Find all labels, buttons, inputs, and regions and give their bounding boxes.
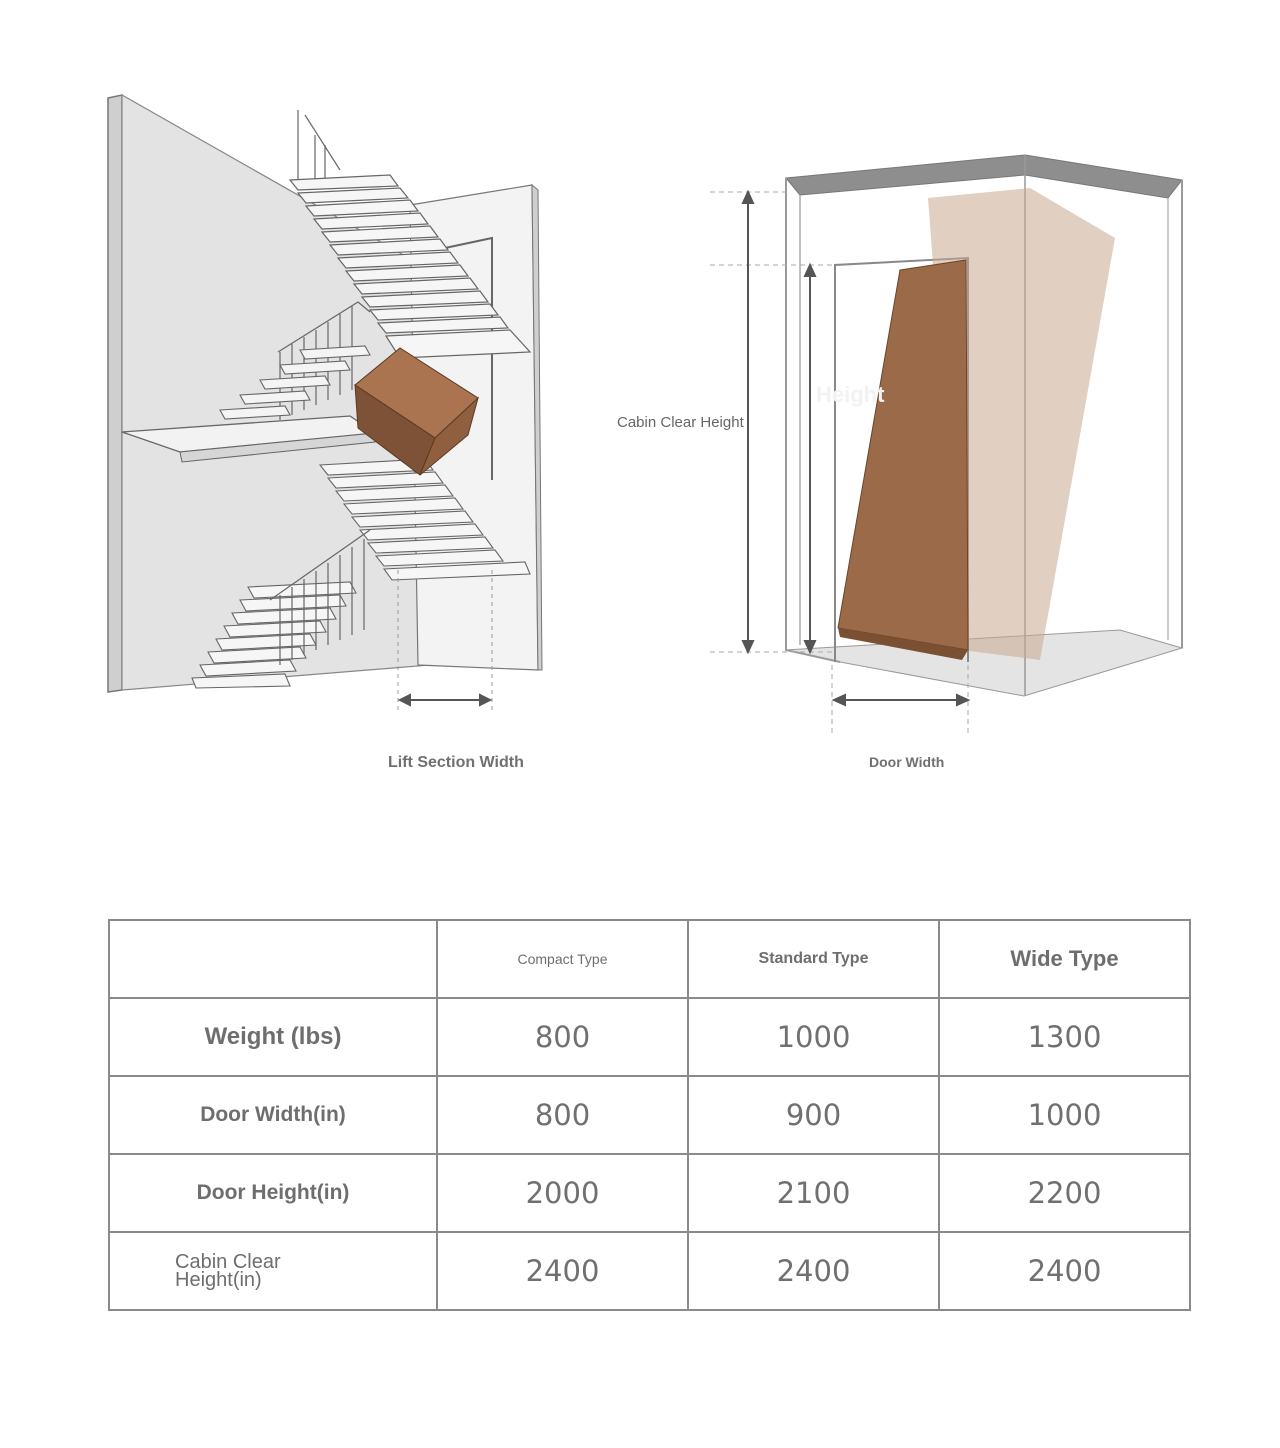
cell-value: 1000 bbox=[688, 998, 939, 1076]
door-width-arrow bbox=[834, 695, 968, 705]
cabin-diagram bbox=[700, 140, 1200, 750]
cell-value: 900 bbox=[688, 1076, 939, 1154]
cell-value: 2400 bbox=[688, 1232, 939, 1310]
header-compact-type: Compact Type bbox=[437, 920, 688, 998]
header-standard-type: Standard Type bbox=[688, 920, 939, 998]
row-label-text: Cabin Clear Height(in) bbox=[175, 1251, 281, 1291]
cabin-ceiling bbox=[786, 155, 1182, 198]
cell-value: 800 bbox=[437, 1076, 688, 1154]
cell-value: 2100 bbox=[688, 1154, 939, 1232]
cabin-height-arrow bbox=[743, 192, 753, 652]
height-inner-label: Height bbox=[816, 382, 885, 407]
table-row bbox=[109, 998, 1190, 1076]
panel-board bbox=[838, 260, 968, 650]
table-row bbox=[109, 1154, 1190, 1232]
row-label-door-height: Door Height(in) bbox=[109, 1154, 437, 1232]
cell-value: 1300 bbox=[939, 998, 1190, 1076]
cell-value: 1000 bbox=[939, 1076, 1190, 1154]
lift-section-width-label: Lift Section Width bbox=[388, 754, 524, 771]
header-wide-type: Wide Type bbox=[939, 920, 1190, 998]
row-label-cabin-clear-height bbox=[109, 1232, 437, 1310]
staircase-diagram bbox=[100, 90, 550, 710]
cell-value: 2400 bbox=[437, 1232, 688, 1310]
cell-value: 2000 bbox=[437, 1154, 688, 1232]
spec-table bbox=[108, 919, 1191, 1311]
header-empty-cell bbox=[109, 920, 437, 998]
row-label-door-width: Door Width(in) bbox=[109, 1076, 437, 1154]
table-row bbox=[109, 1232, 1190, 1310]
table-header-row bbox=[109, 920, 1190, 998]
cell-value: 2200 bbox=[939, 1154, 1190, 1232]
cell-value: 2400 bbox=[939, 1232, 1190, 1310]
door-height-arrow bbox=[805, 265, 815, 652]
door-width-label: Door Width bbox=[869, 754, 945, 770]
left-wall bbox=[108, 95, 122, 692]
cell-value: 800 bbox=[437, 998, 688, 1076]
table-row bbox=[109, 1076, 1190, 1154]
cabin-clear-height-label: Cabin Clear Height bbox=[617, 414, 744, 431]
row-label-weight: Weight (lbs) bbox=[109, 998, 437, 1076]
lift-width-arrow bbox=[400, 695, 490, 705]
